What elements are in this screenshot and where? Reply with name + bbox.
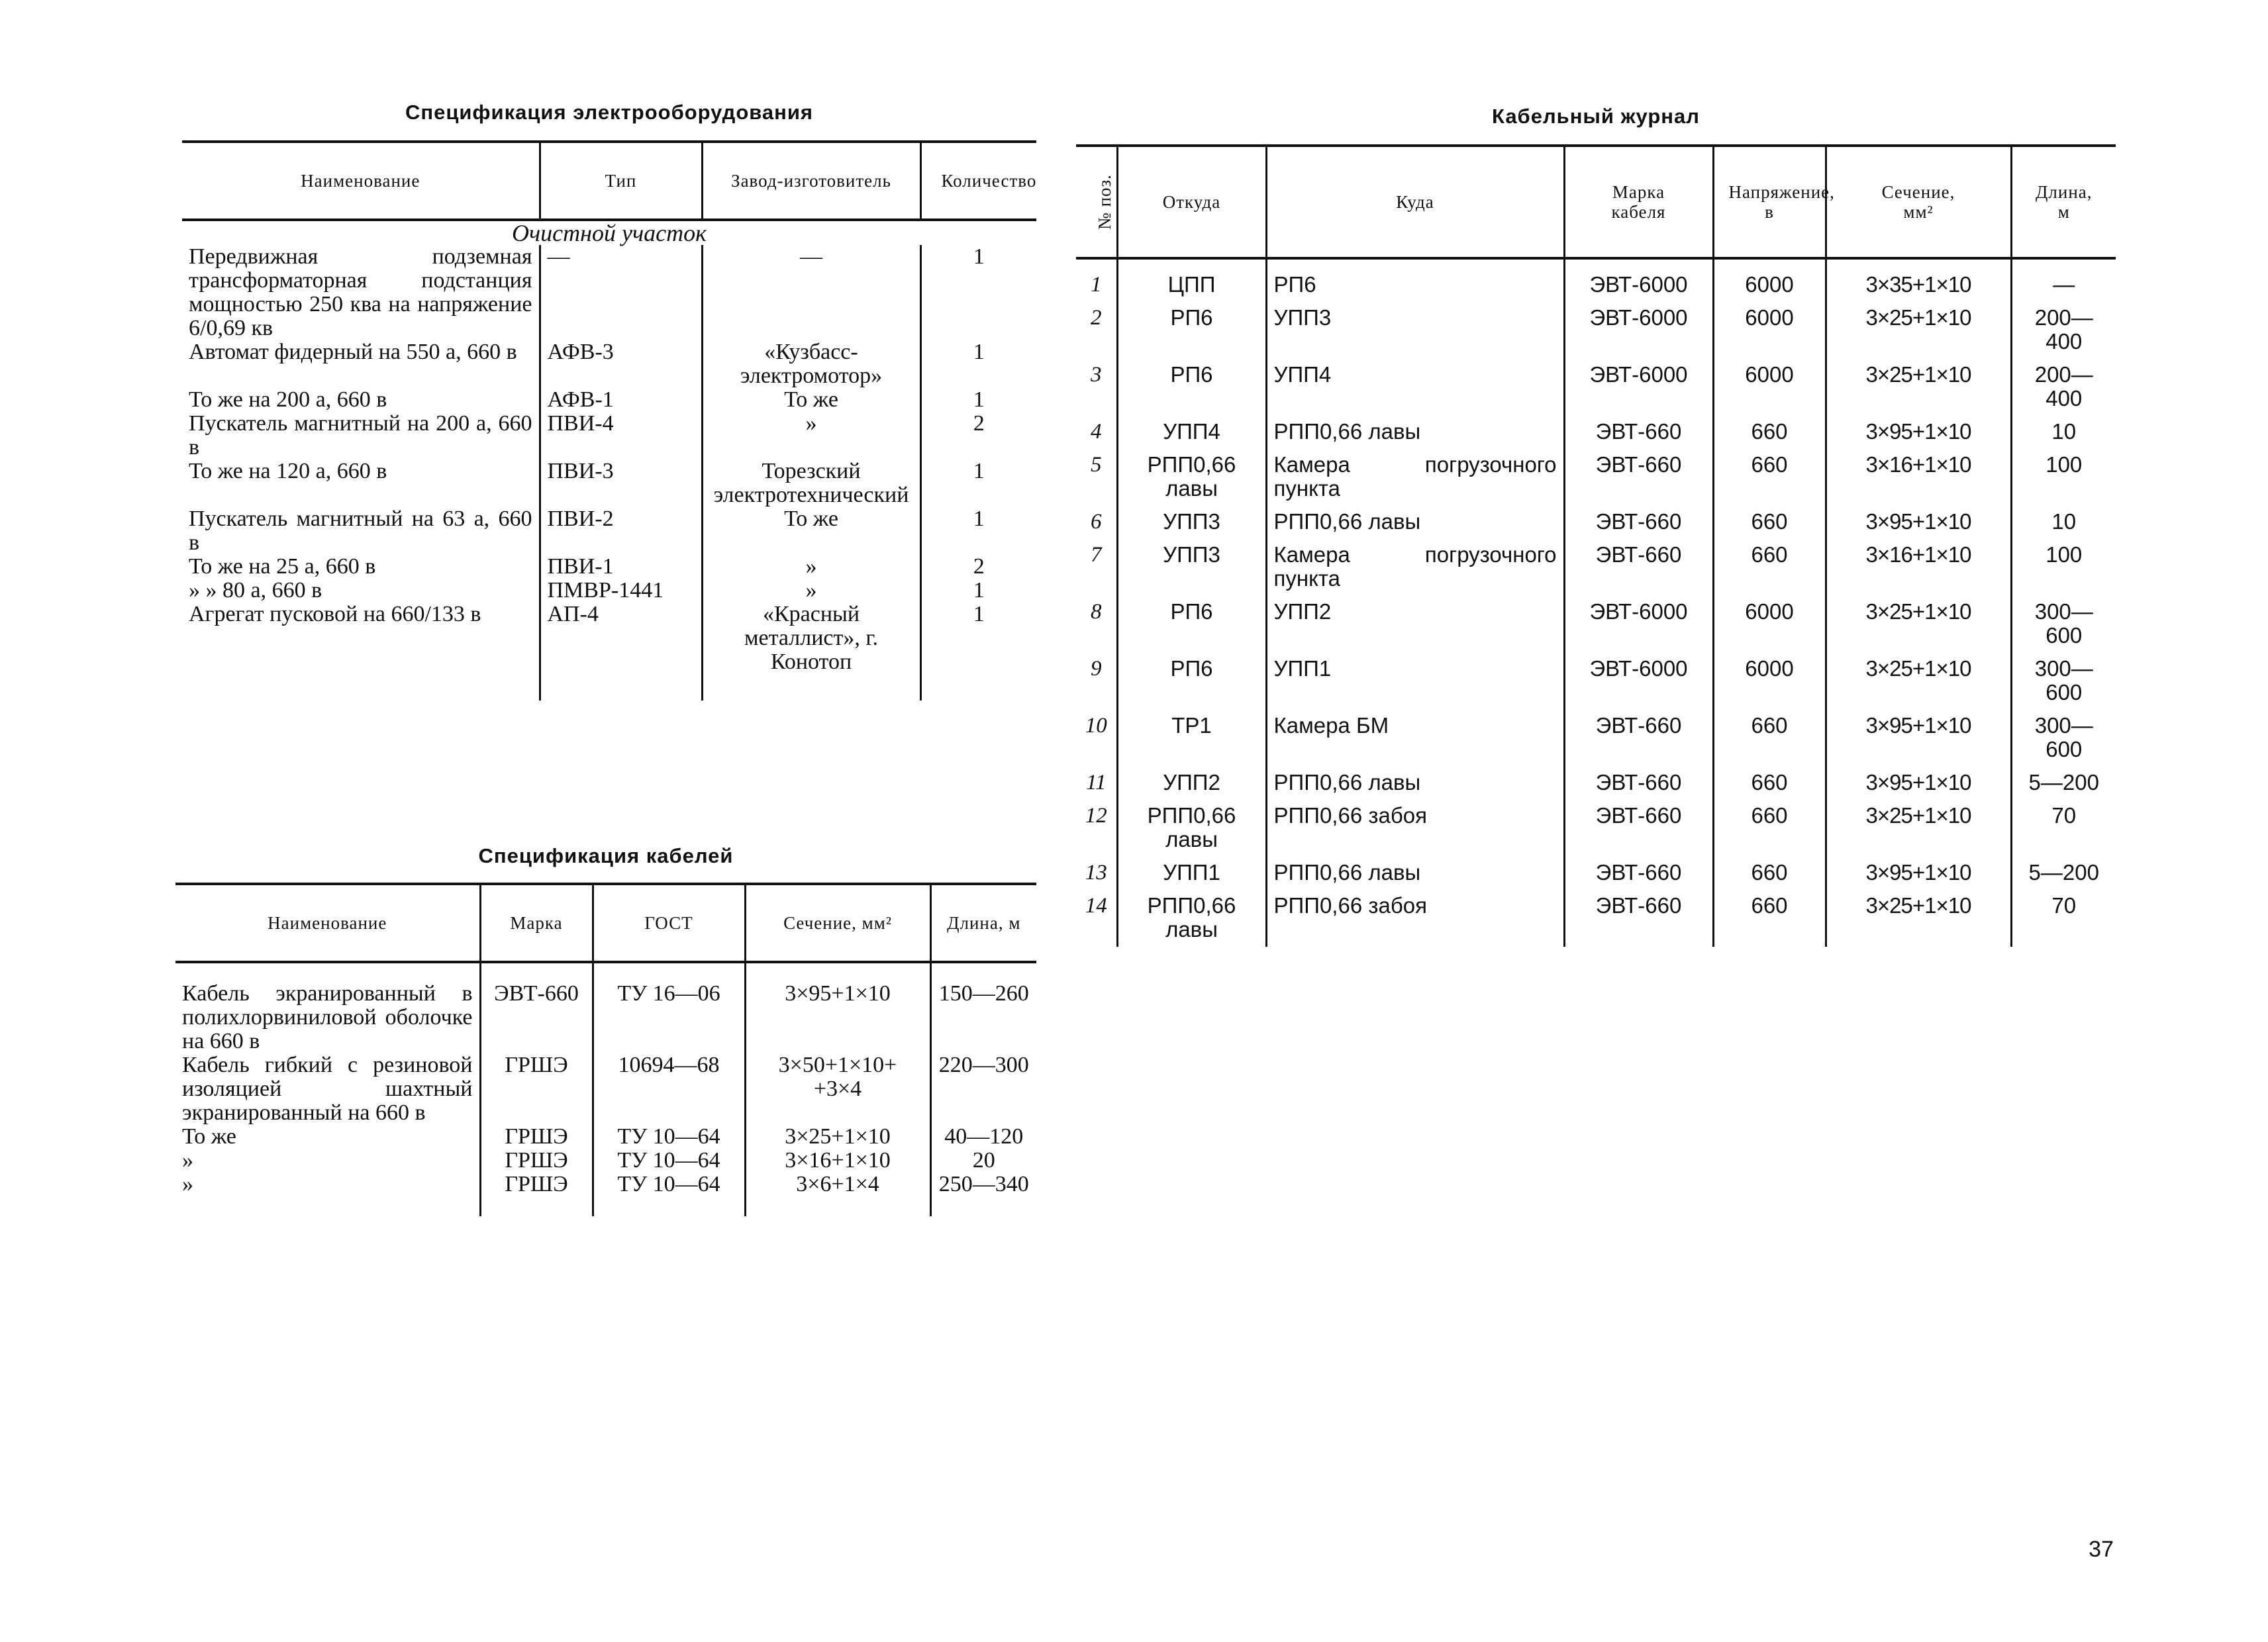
from-cell: УПП4: [1117, 416, 1266, 449]
table-row: [182, 507, 1036, 555]
cable-length-cell: 40—120: [930, 1125, 1036, 1149]
cable-section-cell: 3×50+1×10+ +3×4: [745, 1053, 930, 1125]
table-row: [175, 1149, 1036, 1173]
spacer-cell: [480, 962, 593, 982]
mark-cell: ЭВТ-660: [1564, 767, 1713, 800]
cable-gost-cell: ТУ 10—64: [593, 1125, 745, 1149]
filler-cell: [182, 674, 540, 700]
filler-cell: [920, 674, 1036, 700]
voltage-cell: 660: [1713, 539, 1826, 596]
mark-cell: ЭВТ-660: [1564, 710, 1713, 767]
mark-cell: ЭВТ-660: [1564, 890, 1713, 947]
item-name-cell: То же на 120 а, 660 в: [182, 459, 540, 507]
length-cell: 100: [2011, 539, 2116, 596]
item-qty-cell: 2: [920, 555, 1036, 579]
spacer-cell: [1826, 258, 2011, 269]
from-cell: РПП0,66 лавы: [1117, 800, 1266, 857]
mark-cell: ЭВТ-6000: [1564, 653, 1713, 710]
table-row: [175, 1053, 1036, 1125]
spec-cables-table: [175, 883, 1036, 1216]
table-row: [1076, 359, 2116, 416]
col-header-length: Длина, м: [2011, 146, 2116, 258]
length-cell: 70: [2011, 800, 2116, 857]
cable-section-cell: 3×95+1×10: [745, 982, 930, 1053]
spacer-cell: [175, 962, 480, 982]
spacer-cell: [1266, 258, 1564, 269]
table-spacer: [175, 962, 1036, 982]
spacer-cell: [1713, 258, 1826, 269]
col-header-mark: Марка кабеля: [1564, 146, 1713, 258]
item-qty-cell: 1: [920, 507, 1036, 555]
from-cell: ЦПП: [1117, 269, 1266, 302]
table-row: [182, 388, 1036, 412]
item-maker-cell: Торезский электротехнический: [702, 459, 920, 507]
table-row: [182, 340, 1036, 388]
table-row: [175, 1173, 1036, 1196]
item-name-cell: Автомат фидерный на 550 а, 660 в: [182, 340, 540, 388]
from-cell: УПП1: [1117, 857, 1266, 890]
row-number-cell: 13: [1076, 857, 1117, 890]
spec-cables-table-block: [175, 883, 1036, 1216]
mark-cell: ЭВТ-660: [1564, 506, 1713, 539]
row-number-cell: 10: [1076, 710, 1117, 767]
item-name-cell: То же на 25 а, 660 в: [182, 555, 540, 579]
row-number-cell: 7: [1076, 539, 1117, 596]
table-row: [1076, 857, 2116, 890]
length-cell: 200—400: [2011, 359, 2116, 416]
mark-cell: ЭВТ-6000: [1564, 302, 1713, 359]
cable-journal-table: [1076, 144, 2116, 947]
item-name-cell: » » 80 а, 660 в: [182, 579, 540, 603]
from-cell: РП6: [1117, 596, 1266, 653]
row-number-cell: 1: [1076, 269, 1117, 302]
row-number-cell: 12: [1076, 800, 1117, 857]
cable-journal-table-block: [1076, 144, 2116, 947]
table-row: [1076, 539, 2116, 596]
from-cell: УПП3: [1117, 506, 1266, 539]
filler-cell: [175, 1196, 480, 1216]
item-name-cell: Агрегат пусковой на 660/133 в: [182, 603, 540, 674]
table-row: [1076, 890, 2116, 947]
length-cell: 5—200: [2011, 857, 2116, 890]
length-cell: 70: [2011, 890, 2116, 947]
cable-journal-title: Кабельный журнал: [1492, 105, 1700, 128]
length-cell: 200—400: [2011, 302, 2116, 359]
col-header-to: Куда: [1266, 146, 1564, 258]
row-number-cell: 9: [1076, 653, 1117, 710]
spacer-cell: [1117, 258, 1266, 269]
item-qty-cell: 1: [920, 340, 1036, 388]
row-number-cell: 5: [1076, 449, 1117, 506]
length-cell: 100: [2011, 449, 2116, 506]
voltage-cell: 660: [1713, 416, 1826, 449]
col-header-from: Откуда: [1117, 146, 1266, 258]
to-cell: РПП0,66 забоя: [1266, 890, 1564, 947]
cable-section-cell: 3×6+1×4: [745, 1173, 930, 1196]
item-maker-cell: То же: [702, 388, 920, 412]
col-header-name: Наименование: [175, 884, 480, 962]
item-maker-cell: «Красный металлист», г. Конотоп: [702, 603, 920, 674]
cable-gost-cell: ТУ 16—06: [593, 982, 745, 1053]
mark-cell: ЭВТ-660: [1564, 857, 1713, 890]
voltage-cell: 6000: [1713, 596, 1826, 653]
length-cell: —: [2011, 269, 2116, 302]
section-cell: 3×35+1×10: [1826, 269, 2011, 302]
cable-mark-cell: ЭВТ-660: [480, 982, 593, 1053]
table-filler: [175, 1196, 1036, 1216]
spacer-cell: [745, 962, 930, 982]
table-row: [1076, 269, 2116, 302]
to-cell: РПП0,66 лавы: [1266, 416, 1564, 449]
spacer-cell: [2011, 258, 2116, 269]
cable-name-cell: Кабель экранированный в полихлорвиниловой оболочке на 660 в: [175, 982, 480, 1053]
section-cell: 3×95+1×10: [1826, 767, 2011, 800]
mark-cell: ЭВТ-660: [1564, 539, 1713, 596]
from-cell: УПП3: [1117, 539, 1266, 596]
to-cell: РПП0,66 лавы: [1266, 767, 1564, 800]
item-qty-cell: 1: [920, 603, 1036, 674]
section-cell: 3×25+1×10: [1826, 359, 2011, 416]
voltage-cell: 6000: [1713, 302, 1826, 359]
table-row: [1076, 416, 2116, 449]
length-cell: 10: [2011, 506, 2116, 539]
voltage-cell: 660: [1713, 890, 1826, 947]
col-header-mark: Марка: [480, 884, 593, 962]
mark-cell: ЭВТ-6000: [1564, 359, 1713, 416]
item-type-cell: ПМВР-1441: [540, 579, 702, 603]
item-name-cell: Передвижная подземная трансформаторная подстанция мощностью 250 ква на напряжение 6/0,69 кв: [182, 245, 540, 340]
table-row: [1076, 449, 2116, 506]
length-cell: 300—600: [2011, 653, 2116, 710]
length-cell: 300—600: [2011, 710, 2116, 767]
voltage-cell: 660: [1713, 857, 1826, 890]
from-cell: РП6: [1117, 302, 1266, 359]
voltage-cell: 660: [1713, 767, 1826, 800]
spec-cables-title: Спецификация кабелей: [478, 844, 734, 867]
to-cell: УПП3: [1266, 302, 1564, 359]
mark-cell: ЭВТ-660: [1564, 449, 1713, 506]
table-row: [182, 245, 1036, 340]
item-type-cell: ПВИ-4: [540, 412, 702, 459]
table-row: [175, 982, 1036, 1053]
table-row: [182, 412, 1036, 459]
cable-section-cell: 3×16+1×10: [745, 1149, 930, 1173]
item-qty-cell: 1: [920, 459, 1036, 507]
mark-cell: ЭВТ-6000: [1564, 269, 1713, 302]
col-header-gost: ГОСТ: [593, 884, 745, 962]
cable-length-cell: 250—340: [930, 1173, 1036, 1196]
table-row: [182, 555, 1036, 579]
item-maker-cell: »: [702, 579, 920, 603]
from-cell: РП6: [1117, 359, 1266, 416]
table-row: [1076, 767, 2116, 800]
voltage-cell: 660: [1713, 449, 1826, 506]
from-cell: ТР1: [1117, 710, 1266, 767]
spacer-cell: [593, 962, 745, 982]
length-cell: 300—600: [2011, 596, 2116, 653]
to-cell: РПП0,66 забоя: [1266, 800, 1564, 857]
table-row: [1076, 710, 2116, 767]
table-row: [1076, 302, 2116, 359]
cable-gost-cell: ТУ 10—64: [593, 1149, 745, 1173]
col-header-voltage: Напряжение, в: [1713, 146, 1826, 258]
row-number-cell: 8: [1076, 596, 1117, 653]
table-row: [175, 1125, 1036, 1149]
voltage-cell: 6000: [1713, 269, 1826, 302]
cable-gost-cell: 10694—68: [593, 1053, 745, 1125]
item-type-cell: АФВ-1: [540, 388, 702, 412]
row-number-cell: 4: [1076, 416, 1117, 449]
to-cell: РПП0,66 лавы: [1266, 506, 1564, 539]
cable-name-cell: Кабель гибкий с резиновой изоляцией шахтный экранированный на 660 в: [175, 1053, 480, 1125]
cable-mark-cell: ГРШЭ: [480, 1125, 593, 1149]
page-number: 37: [2089, 1537, 2114, 1562]
section-cell: 3×95+1×10: [1826, 710, 2011, 767]
mark-cell: ЭВТ-660: [1564, 800, 1713, 857]
section-cell: 3×95+1×10: [1826, 857, 2011, 890]
item-maker-cell: «Кузбасс-электромотор»: [702, 340, 920, 388]
filler-cell: [930, 1196, 1036, 1216]
item-maker-cell: »: [702, 555, 920, 579]
item-qty-cell: 2: [920, 412, 1036, 459]
section-heading: Очистной участок: [512, 220, 707, 246]
voltage-cell: 660: [1713, 710, 1826, 767]
to-cell: Камера погрузочного пункта: [1266, 449, 1564, 506]
filler-cell: [702, 674, 920, 700]
to-cell: УПП2: [1266, 596, 1564, 653]
col-header-maker: Завод-изготовитель: [702, 142, 920, 220]
item-name-cell: Пускатель магнитный на 200 а, 660 в: [182, 412, 540, 459]
item-qty-cell: 1: [920, 245, 1036, 340]
table-row: [1076, 653, 2116, 710]
col-header-qty: Количество: [920, 142, 1036, 220]
item-type-cell: ПВИ-3: [540, 459, 702, 507]
to-cell: УПП4: [1266, 359, 1564, 416]
col-header-section: Сечение, мм²: [1826, 146, 2011, 258]
table-row: [182, 579, 1036, 603]
spec-equipment-table: [182, 140, 1036, 700]
to-cell: РП6: [1266, 269, 1564, 302]
col-header-section: Сечение, мм²: [745, 884, 930, 962]
section-cell: 3×25+1×10: [1826, 596, 2011, 653]
to-cell: Камера погрузочного пункта: [1266, 539, 1564, 596]
section-cell: 3×16+1×10: [1826, 449, 2011, 506]
row-number-cell: 2: [1076, 302, 1117, 359]
voltage-cell: 6000: [1713, 359, 1826, 416]
to-cell: Камера БМ: [1266, 710, 1564, 767]
filler-cell: [745, 1196, 930, 1216]
voltage-cell: 660: [1713, 506, 1826, 539]
length-cell: 5—200: [2011, 767, 2116, 800]
from-cell: РП6: [1117, 653, 1266, 710]
cable-gost-cell: ТУ 10—64: [593, 1173, 745, 1196]
spacer-cell: [1564, 258, 1713, 269]
item-type-cell: АФВ-3: [540, 340, 702, 388]
cable-section-cell: 3×25+1×10: [745, 1125, 930, 1149]
item-maker-cell: —: [702, 245, 920, 340]
length-cell: 10: [2011, 416, 2116, 449]
col-header-pos: [1076, 146, 1117, 258]
cable-length-cell: 220—300: [930, 1053, 1036, 1125]
cable-mark-cell: ГРШЭ: [480, 1053, 593, 1125]
item-name-cell: То же на 200 а, 660 в: [182, 388, 540, 412]
cable-name-cell: То же: [175, 1125, 480, 1149]
cable-mark-cell: ГРШЭ: [480, 1173, 593, 1196]
section-cell: 3×95+1×10: [1826, 416, 2011, 449]
col-header-type: Тип: [540, 142, 702, 220]
item-qty-cell: 1: [920, 579, 1036, 603]
from-cell: РПП0,66 лавы: [1117, 449, 1266, 506]
spacer-cell: [930, 962, 1036, 982]
to-cell: РПП0,66 лавы: [1266, 857, 1564, 890]
cable-name-cell: »: [175, 1149, 480, 1173]
filler-cell: [593, 1196, 745, 1216]
cable-mark-cell: ГРШЭ: [480, 1149, 593, 1173]
voltage-cell: 6000: [1713, 653, 1826, 710]
spec-equipment-title: Спецификация электрооборудования: [405, 101, 814, 124]
item-type-cell: ПВИ-1: [540, 555, 702, 579]
col-header-name: Наименование: [182, 142, 540, 220]
table-row: [1076, 596, 2116, 653]
col-header-pos-label: № поз.: [1094, 174, 1114, 230]
to-cell: УПП1: [1266, 653, 1564, 710]
row-number-cell: 3: [1076, 359, 1117, 416]
section-cell: 3×25+1×10: [1826, 653, 2011, 710]
col-header-length: Длина, м: [930, 884, 1036, 962]
row-number-cell: 14: [1076, 890, 1117, 947]
table-row: [182, 603, 1036, 674]
section-cell: 3×25+1×10: [1826, 890, 2011, 947]
spacer-cell: [1076, 258, 1117, 269]
mark-cell: ЭВТ-660: [1564, 416, 1713, 449]
item-type-cell: АП-4: [540, 603, 702, 674]
section-cell: 3×25+1×10: [1826, 302, 2011, 359]
section-cell: 3×16+1×10: [1826, 539, 2011, 596]
cable-length-cell: 150—260: [930, 982, 1036, 1053]
item-type-cell: —: [540, 245, 702, 340]
spec-equipment-table-block: [182, 140, 1036, 700]
item-qty-cell: 1: [920, 388, 1036, 412]
row-number-cell: 6: [1076, 506, 1117, 539]
table-spacer: [1076, 258, 2116, 269]
cable-length-cell: 20: [930, 1149, 1036, 1173]
table-filler: [182, 674, 1036, 700]
item-type-cell: ПВИ-2: [540, 507, 702, 555]
voltage-cell: 660: [1713, 800, 1826, 857]
section-cell: 3×95+1×10: [1826, 506, 2011, 539]
section-cell: 3×25+1×10: [1826, 800, 2011, 857]
table-row: [1076, 506, 2116, 539]
from-cell: РПП0,66 лавы: [1117, 890, 1266, 947]
item-maker-cell: »: [702, 412, 920, 459]
item-name-cell: Пускатель магнитный на 63 а, 660 в: [182, 507, 540, 555]
filler-cell: [480, 1196, 593, 1216]
row-number-cell: 11: [1076, 767, 1117, 800]
from-cell: УПП2: [1117, 767, 1266, 800]
cable-name-cell: »: [175, 1173, 480, 1196]
filler-cell: [540, 674, 702, 700]
item-maker-cell: То же: [702, 507, 920, 555]
table-row: [1076, 800, 2116, 857]
mark-cell: ЭВТ-6000: [1564, 596, 1713, 653]
table-row: [182, 459, 1036, 507]
